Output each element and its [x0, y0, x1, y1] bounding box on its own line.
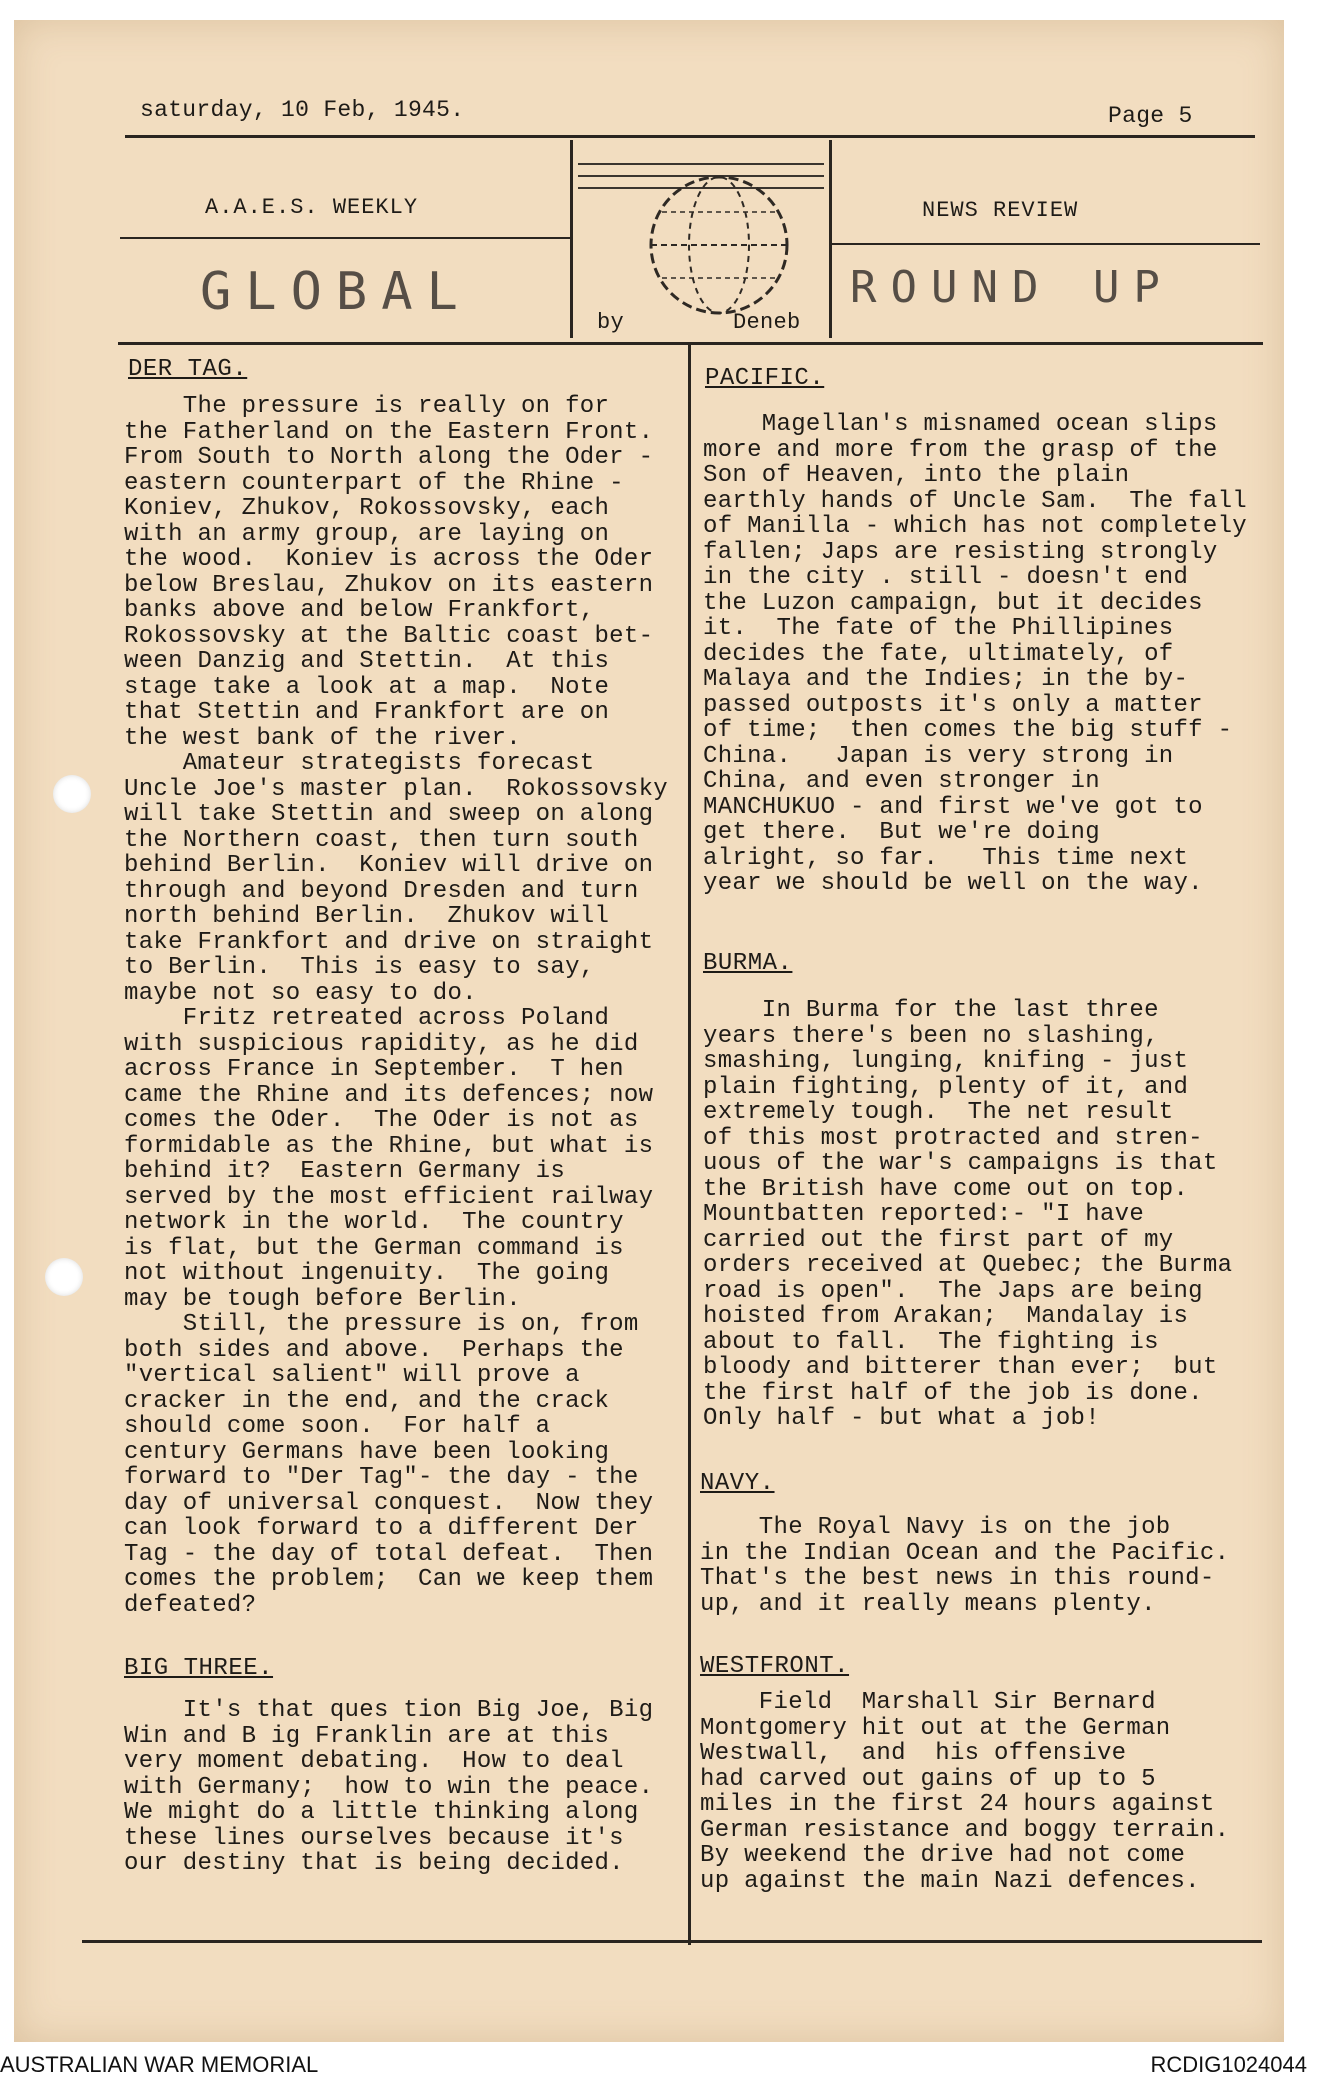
- text-line: Malaya and the Indies; in the by-: [703, 666, 1189, 693]
- text-line: take Frankfort and drive on straight: [124, 928, 654, 956]
- text-line: decides the fate, ultimately, of: [703, 640, 1174, 668]
- byline-by: by: [597, 310, 625, 335]
- text-line: behind Berlin. Koniev will drive on: [124, 852, 654, 879]
- text-line: hoisted from Arakan; Mandalay is: [703, 1303, 1189, 1330]
- issue-date: saturday, 10 Feb, 1945.: [140, 97, 465, 123]
- column-divider: [688, 345, 691, 1945]
- text-line: our destiny that is being decided.: [124, 1850, 624, 1877]
- text-line: the first half of the job is done.: [703, 1379, 1203, 1407]
- text-line: the Fatherland on the Eastern Front.: [124, 418, 654, 446]
- text-line: get there. But we're doing: [703, 819, 1100, 846]
- text-line: of Manilla - which has not completely: [703, 513, 1247, 540]
- text-line: We might do a little thinking along: [124, 1799, 639, 1826]
- masthead-mid-rule-right: [830, 243, 1260, 245]
- text-line: banks above and below Frankfort,: [124, 597, 595, 624]
- text-line: cracker in the end, and the crack: [124, 1387, 610, 1415]
- heading-big-three: BIG THREE.: [124, 1655, 274, 1682]
- text-line: Win and B ig Franklin are at this: [124, 1722, 610, 1750]
- text-line: through and beyond Dresden and turn: [124, 877, 639, 905]
- punch-hole: [45, 1258, 83, 1296]
- text-line: passed outposts it's only a matter: [703, 691, 1203, 719]
- text-line: Amateur strategists forecast: [124, 750, 595, 777]
- text-line: to Berlin. This is easy to say,: [124, 954, 595, 981]
- text-line: stage take a look at a map. Note: [124, 673, 610, 701]
- text-line: miles in the first 24 hours against: [700, 1791, 1215, 1818]
- text-line: not without ingenuity. The going: [124, 1260, 610, 1287]
- text-line: Still, the pressure is on, from: [124, 1311, 639, 1338]
- text-line: the Luzon campaign, but it decides: [703, 589, 1203, 617]
- text-line: Mountbatten reported:- "I have: [703, 1201, 1145, 1228]
- text-line: bloody and bitterer than ever; but: [703, 1354, 1218, 1381]
- text-line: In Burma for the last three: [703, 997, 1159, 1024]
- text-line: comes the Oder. The Oder is not as: [124, 1107, 639, 1134]
- text-line: should come soon. For half a: [124, 1413, 551, 1440]
- text-line: Rokossovsky at the Baltic coast bet-: [124, 622, 654, 650]
- text-line: these lines ourselves because it's: [124, 1824, 624, 1852]
- text-line: From South to North along the Oder -: [124, 444, 654, 471]
- text-line: with an army group, are laying on: [124, 520, 610, 548]
- page-bottom-rule: [82, 1940, 1262, 1943]
- text-line: in the Indian Ocean and the Pacific.: [700, 1539, 1230, 1567]
- masthead-right-title: NEWS REVIEW: [922, 198, 1079, 223]
- text-line: maybe not so easy to do.: [124, 979, 477, 1007]
- text-line: across France in September. T hen: [124, 1056, 624, 1083]
- text-line: comes the problem; Can we keep them: [124, 1566, 654, 1593]
- text-line: formidable as the Rhine, but what is: [124, 1132, 654, 1160]
- text-line: the Northern coast, then turn south: [124, 826, 639, 854]
- text-line: the wood. Koniev is across the Oder: [124, 546, 654, 573]
- text-line: German resistance and boggy terrain.: [700, 1816, 1230, 1844]
- article-big-three: [124, 1698, 653, 1877]
- article-der-tag: [124, 394, 668, 1618]
- text-line: It's that ques tion Big Joe, Big: [124, 1697, 654, 1724]
- text-line: smashing, lunging, knifing - just: [703, 1048, 1189, 1075]
- text-line: behind it? Eastern Germany is: [124, 1158, 566, 1185]
- text-line: That's the best news in this round-: [700, 1565, 1215, 1592]
- text-line: Fritz retreated across Poland: [124, 1005, 610, 1032]
- text-line: Koniev, Zhukov, Rokossovsky, each: [124, 495, 610, 522]
- text-line: The Royal Navy is on the job: [700, 1514, 1171, 1541]
- text-line: The pressure is really on for: [124, 393, 610, 420]
- text-line: may be tough before Berlin.: [124, 1285, 521, 1313]
- heading-der-tag: DER TAG.: [128, 356, 248, 383]
- article-burma: [703, 998, 1232, 1432]
- text-line: orders received at Quebec; the Burma: [703, 1252, 1233, 1279]
- text-line: with suspicious rapidity, as he did: [124, 1030, 639, 1058]
- text-line: Uncle Joe's master plan. Rokossovsky: [124, 775, 668, 803]
- text-line: China, and even stronger in: [703, 768, 1100, 795]
- archive-id: RCDIG1024044: [1150, 2052, 1307, 2077]
- masthead-roundup: ROUND UP: [850, 262, 1174, 313]
- text-line: below Breslau, Zhukov on its eastern: [124, 571, 654, 599]
- archive-credit: AUSTRALIAN WAR MEMORIAL: [0, 2052, 319, 2077]
- masthead-left-title: A.A.E.S. WEEKLY: [205, 195, 419, 220]
- article-pacific: [703, 412, 1247, 897]
- text-line: network in the world. The country: [124, 1209, 624, 1236]
- text-line: will take Stettin and sweep on along: [124, 801, 654, 828]
- text-line: can look forward to a different Der: [124, 1515, 639, 1542]
- text-line: eastern counterpart of the Rhine -: [124, 469, 624, 497]
- text-line: up, and it really means plenty.: [700, 1590, 1156, 1618]
- masthead-top-rule: [125, 135, 1255, 138]
- text-line: defeated?: [124, 1591, 257, 1619]
- text-line: carried out the first part of my: [703, 1226, 1174, 1254]
- text-line: served by the most efficient railway: [124, 1183, 654, 1211]
- text-line: China. Japan is very strong in: [703, 742, 1174, 770]
- text-line: it. The fate of the Phillipines: [703, 615, 1174, 642]
- text-line: day of universal conquest. Now they: [124, 1489, 654, 1517]
- text-line: MANCHUKUO - and first we've got to: [703, 793, 1203, 821]
- text-line: road is open". The Japs are being: [703, 1277, 1203, 1305]
- text-line: plain fighting, plenty of it, and: [703, 1073, 1189, 1101]
- text-line: ween Danzig and Stettin. At this: [124, 648, 610, 675]
- text-line: with Germany; how to win the peace.: [124, 1773, 654, 1801]
- text-line: By weekend the drive had not come: [700, 1842, 1186, 1869]
- text-line: north behind Berlin. Zhukov will: [124, 903, 610, 930]
- text-line: alright, so far. This time next: [703, 844, 1189, 872]
- text-line: "vertical salient" will prove a: [124, 1362, 580, 1389]
- text-line: very moment debating. How to deal: [124, 1748, 624, 1775]
- heading-westfront: WESTFRONT.: [700, 1653, 850, 1680]
- text-line: Tag - the day of total defeat. Then: [124, 1540, 654, 1568]
- page-number: Page 5: [1108, 103, 1193, 129]
- text-line: up against the main Nazi defences.: [700, 1867, 1200, 1895]
- text-line: came the Rhine and its defences; now: [124, 1081, 654, 1109]
- masthead-logo-right-border: [829, 140, 832, 338]
- text-line: more and more from the grasp of the: [703, 436, 1218, 464]
- text-line: extremely tough. The net result: [703, 1099, 1174, 1126]
- heading-pacific: PACIFIC.: [705, 365, 825, 392]
- text-line: century Germans have been looking: [124, 1438, 610, 1466]
- text-line: years there's been no slashing,: [703, 1022, 1159, 1050]
- text-line: fallen; Japs are resisting strongly: [703, 538, 1218, 566]
- byline-author: Deneb: [733, 310, 801, 335]
- text-line: the west bank of the river.: [124, 724, 521, 752]
- text-line: Montgomery hit out at the German: [700, 1714, 1171, 1742]
- text-line: Westwall, and his offensive: [700, 1740, 1127, 1767]
- text-line: uous of the war's campaigns is that: [703, 1150, 1218, 1177]
- text-line: the British have come out on top.: [703, 1175, 1189, 1203]
- masthead-logo-left-border: [570, 140, 573, 338]
- text-line: year we should be well on the way.: [703, 870, 1203, 897]
- text-line: both sides and above. Perhaps the: [124, 1336, 624, 1364]
- text-line: had carved out gains of up to 5: [700, 1765, 1156, 1793]
- heading-navy: NAVY.: [700, 1470, 775, 1497]
- text-line: of this most protracted and stren-: [703, 1124, 1203, 1152]
- text-line: Field Marshall Sir Bernard: [700, 1689, 1156, 1716]
- article-navy: [700, 1515, 1229, 1617]
- text-line: forward to "Der Tag"- the day - the: [124, 1464, 639, 1491]
- text-line: Magellan's misnamed ocean slips: [703, 411, 1218, 438]
- masthead-mid-rule-left: [120, 237, 570, 239]
- text-line: that Stettin and Frankfort are on: [124, 699, 610, 726]
- masthead-global: GLOBAL: [200, 262, 472, 322]
- text-line: is flat, but the German command is: [124, 1234, 624, 1262]
- text-line: earthly hands of Uncle Sam. The fall: [703, 487, 1247, 515]
- text-line: of time; then comes the big stuff -: [703, 717, 1233, 744]
- text-line: about to fall. The fighting is: [703, 1328, 1159, 1356]
- text-line: Only half - but what a job!: [703, 1405, 1100, 1432]
- punch-hole: [53, 775, 91, 813]
- heading-burma: BURMA.: [703, 950, 793, 977]
- text-line: Son of Heaven, into the plain: [703, 462, 1130, 489]
- article-westfront: [700, 1690, 1229, 1894]
- text-line: in the city . still - doesn't end: [703, 564, 1189, 591]
